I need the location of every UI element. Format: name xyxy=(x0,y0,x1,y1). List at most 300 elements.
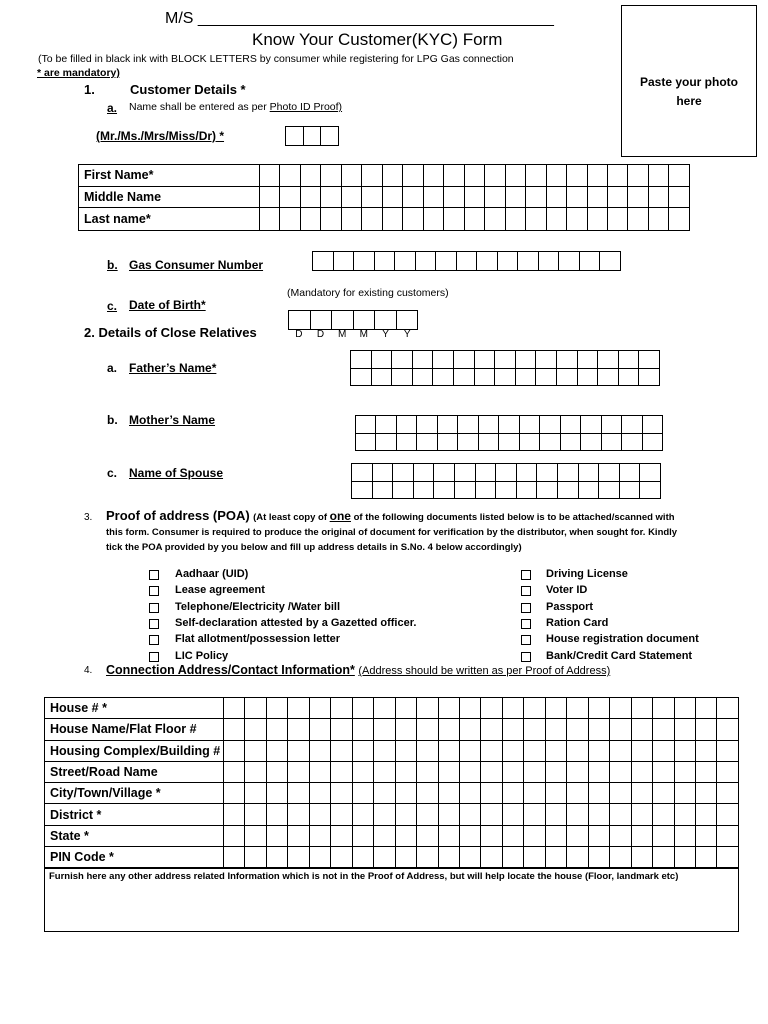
char-box[interactable] xyxy=(267,698,288,718)
char-box[interactable] xyxy=(374,698,395,718)
char-box[interactable] xyxy=(310,847,331,867)
char-box[interactable] xyxy=(351,463,372,481)
char-box[interactable] xyxy=(465,208,485,230)
char-box[interactable] xyxy=(353,741,374,761)
char-box[interactable] xyxy=(288,826,309,846)
char-box[interactable] xyxy=(653,698,674,718)
char-box[interactable] xyxy=(547,165,567,186)
char-box[interactable] xyxy=(589,826,610,846)
char-box[interactable] xyxy=(267,826,288,846)
char-box[interactable] xyxy=(560,415,580,433)
char-box[interactable] xyxy=(653,762,674,782)
char-box[interactable] xyxy=(503,741,524,761)
char-box[interactable] xyxy=(288,741,309,761)
char-box[interactable] xyxy=(610,783,631,803)
char-box[interactable] xyxy=(696,826,717,846)
char-box[interactable] xyxy=(310,741,331,761)
char-box[interactable] xyxy=(288,804,309,824)
gas-consumer-box[interactable] xyxy=(333,251,354,270)
spouse-name-boxes[interactable] xyxy=(351,463,661,499)
char-box[interactable] xyxy=(392,481,413,499)
char-box[interactable] xyxy=(374,804,395,824)
char-box[interactable] xyxy=(424,187,444,208)
char-box[interactable] xyxy=(374,783,395,803)
char-box[interactable] xyxy=(267,762,288,782)
char-box[interactable] xyxy=(526,208,546,230)
char-box[interactable] xyxy=(598,463,619,481)
char-box[interactable] xyxy=(416,433,436,451)
char-box[interactable] xyxy=(610,762,631,782)
char-box[interactable] xyxy=(649,208,669,230)
char-box[interactable] xyxy=(536,463,557,481)
char-box[interactable] xyxy=(457,415,477,433)
char-box[interactable] xyxy=(475,481,496,499)
char-box[interactable] xyxy=(267,847,288,867)
char-box[interactable] xyxy=(638,350,659,368)
char-box[interactable] xyxy=(618,350,639,368)
char-box[interactable] xyxy=(621,433,641,451)
gas-consumer-box[interactable] xyxy=(579,251,600,270)
char-box[interactable] xyxy=(417,804,438,824)
char-box[interactable] xyxy=(245,719,266,739)
char-box[interactable] xyxy=(675,762,696,782)
other-info-area[interactable] xyxy=(45,868,738,930)
char-box[interactable] xyxy=(396,741,417,761)
char-box[interactable] xyxy=(495,481,516,499)
char-box[interactable] xyxy=(588,208,608,230)
char-box[interactable] xyxy=(696,741,717,761)
char-box[interactable] xyxy=(567,783,588,803)
char-box[interactable] xyxy=(639,463,660,481)
char-box[interactable] xyxy=(301,208,321,230)
char-box[interactable] xyxy=(267,719,288,739)
char-box[interactable] xyxy=(321,165,341,186)
char-box[interactable] xyxy=(601,433,621,451)
char-box[interactable] xyxy=(494,368,515,386)
char-box[interactable] xyxy=(589,719,610,739)
char-box[interactable] xyxy=(457,433,477,451)
char-box[interactable] xyxy=(546,719,567,739)
checkbox[interactable] xyxy=(521,619,531,629)
char-box[interactable] xyxy=(224,847,245,867)
char-box[interactable] xyxy=(245,826,266,846)
char-box[interactable] xyxy=(717,741,737,761)
char-box[interactable] xyxy=(460,847,481,867)
char-box[interactable] xyxy=(503,826,524,846)
salutation-box[interactable] xyxy=(320,126,338,145)
char-box[interactable] xyxy=(669,187,688,208)
gas-consumer-box[interactable] xyxy=(497,251,518,270)
checkbox[interactable] xyxy=(521,586,531,596)
char-box[interactable] xyxy=(372,481,393,499)
char-box[interactable] xyxy=(396,415,416,433)
char-box[interactable] xyxy=(301,187,321,208)
char-box[interactable] xyxy=(465,187,485,208)
char-box[interactable] xyxy=(515,368,536,386)
char-box[interactable] xyxy=(556,368,577,386)
mother-name-boxes[interactable] xyxy=(355,415,663,451)
char-box[interactable] xyxy=(506,187,526,208)
char-box[interactable] xyxy=(547,208,567,230)
checkbox[interactable] xyxy=(521,652,531,662)
gas-consumer-box[interactable] xyxy=(476,251,497,270)
char-box[interactable] xyxy=(475,463,496,481)
char-box[interactable] xyxy=(519,415,539,433)
char-box[interactable] xyxy=(578,481,599,499)
char-box[interactable] xyxy=(494,350,515,368)
char-box[interactable] xyxy=(321,187,341,208)
char-box[interactable] xyxy=(417,826,438,846)
char-box[interactable] xyxy=(321,208,341,230)
char-box[interactable] xyxy=(675,698,696,718)
char-box[interactable] xyxy=(403,187,423,208)
char-box[interactable] xyxy=(675,804,696,824)
char-box[interactable] xyxy=(481,762,502,782)
char-box[interactable] xyxy=(717,826,737,846)
char-box[interactable] xyxy=(396,719,417,739)
char-box[interactable] xyxy=(439,826,460,846)
char-box[interactable] xyxy=(375,433,395,451)
char-box[interactable] xyxy=(535,368,556,386)
char-box[interactable] xyxy=(439,698,460,718)
char-box[interactable] xyxy=(653,783,674,803)
char-box[interactable] xyxy=(437,433,457,451)
char-box[interactable] xyxy=(460,826,481,846)
char-box[interactable] xyxy=(224,783,245,803)
char-box[interactable] xyxy=(353,698,374,718)
char-box[interactable] xyxy=(396,826,417,846)
char-box[interactable] xyxy=(474,368,495,386)
char-box[interactable] xyxy=(396,804,417,824)
char-box[interactable] xyxy=(280,187,300,208)
char-box[interactable] xyxy=(432,350,453,368)
char-box[interactable] xyxy=(610,826,631,846)
char-box[interactable] xyxy=(567,741,588,761)
char-box[interactable] xyxy=(331,826,352,846)
char-box[interactable] xyxy=(454,463,475,481)
checkbox[interactable] xyxy=(149,570,159,580)
char-box[interactable] xyxy=(619,463,640,481)
char-box[interactable] xyxy=(539,415,559,433)
dob-box[interactable] xyxy=(353,310,375,329)
char-box[interactable] xyxy=(224,804,245,824)
char-box[interactable] xyxy=(675,719,696,739)
char-box[interactable] xyxy=(717,804,737,824)
char-box[interactable] xyxy=(610,719,631,739)
char-box[interactable] xyxy=(481,826,502,846)
char-box[interactable] xyxy=(417,719,438,739)
char-box[interactable] xyxy=(353,719,374,739)
char-box[interactable] xyxy=(567,804,588,824)
char-box[interactable] xyxy=(546,847,567,867)
char-box[interactable] xyxy=(437,415,457,433)
char-box[interactable] xyxy=(412,350,433,368)
char-box[interactable] xyxy=(245,847,266,867)
char-box[interactable] xyxy=(546,741,567,761)
char-box[interactable] xyxy=(288,847,309,867)
char-box[interactable] xyxy=(669,208,688,230)
char-box[interactable] xyxy=(632,719,653,739)
char-box[interactable] xyxy=(453,368,474,386)
char-box[interactable] xyxy=(433,463,454,481)
char-box[interactable] xyxy=(638,368,659,386)
char-box[interactable] xyxy=(588,187,608,208)
char-box[interactable] xyxy=(589,698,610,718)
char-box[interactable] xyxy=(632,762,653,782)
char-box[interactable] xyxy=(495,463,516,481)
char-box[interactable] xyxy=(460,719,481,739)
char-box[interactable] xyxy=(503,847,524,867)
char-box[interactable] xyxy=(619,481,640,499)
char-box[interactable] xyxy=(374,719,395,739)
char-box[interactable] xyxy=(717,783,737,803)
char-box[interactable] xyxy=(460,804,481,824)
char-box[interactable] xyxy=(567,719,588,739)
char-box[interactable] xyxy=(267,804,288,824)
char-box[interactable] xyxy=(383,165,403,186)
char-box[interactable] xyxy=(224,741,245,761)
char-box[interactable] xyxy=(536,481,557,499)
char-box[interactable] xyxy=(460,762,481,782)
gas-consumer-box[interactable] xyxy=(538,251,559,270)
char-box[interactable] xyxy=(331,741,352,761)
char-box[interactable] xyxy=(580,433,600,451)
char-box[interactable] xyxy=(503,698,524,718)
char-box[interactable] xyxy=(601,415,621,433)
char-box[interactable] xyxy=(372,463,393,481)
char-box[interactable] xyxy=(577,368,598,386)
char-box[interactable] xyxy=(417,698,438,718)
char-box[interactable] xyxy=(355,415,375,433)
char-box[interactable] xyxy=(413,481,434,499)
char-box[interactable] xyxy=(567,187,587,208)
char-box[interactable] xyxy=(632,741,653,761)
char-box[interactable] xyxy=(589,783,610,803)
char-box[interactable] xyxy=(439,804,460,824)
char-box[interactable] xyxy=(245,741,266,761)
char-box[interactable] xyxy=(310,826,331,846)
char-box[interactable] xyxy=(567,847,588,867)
char-box[interactable] xyxy=(539,433,559,451)
char-box[interactable] xyxy=(481,783,502,803)
char-box[interactable] xyxy=(474,350,495,368)
char-box[interactable] xyxy=(524,698,545,718)
char-box[interactable] xyxy=(717,719,737,739)
char-box[interactable] xyxy=(396,783,417,803)
char-box[interactable] xyxy=(610,804,631,824)
char-box[interactable] xyxy=(653,826,674,846)
char-box[interactable] xyxy=(621,415,641,433)
char-box[interactable] xyxy=(416,415,436,433)
checkbox[interactable] xyxy=(149,652,159,662)
char-box[interactable] xyxy=(355,433,375,451)
char-box[interactable] xyxy=(628,165,648,186)
char-box[interactable] xyxy=(524,719,545,739)
char-box[interactable] xyxy=(353,847,374,867)
char-box[interactable] xyxy=(557,481,578,499)
char-box[interactable] xyxy=(342,187,362,208)
char-box[interactable] xyxy=(696,804,717,824)
photo-box[interactable] xyxy=(621,5,757,157)
char-box[interactable] xyxy=(353,826,374,846)
char-box[interactable] xyxy=(383,187,403,208)
char-box[interactable] xyxy=(481,719,502,739)
char-box[interactable] xyxy=(632,804,653,824)
char-box[interactable] xyxy=(353,762,374,782)
char-box[interactable] xyxy=(610,741,631,761)
checkbox[interactable] xyxy=(149,635,159,645)
char-box[interactable] xyxy=(642,433,662,451)
char-box[interactable] xyxy=(245,762,266,782)
gas-consumer-box[interactable] xyxy=(374,251,395,270)
char-box[interactable] xyxy=(498,415,518,433)
char-box[interactable] xyxy=(696,698,717,718)
gas-consumer-box[interactable] xyxy=(456,251,477,270)
char-box[interactable] xyxy=(478,433,498,451)
gas-consumer-box[interactable] xyxy=(353,251,374,270)
char-box[interactable] xyxy=(342,165,362,186)
char-box[interactable] xyxy=(432,368,453,386)
char-box[interactable] xyxy=(481,847,502,867)
char-box[interactable] xyxy=(546,698,567,718)
gas-consumer-box[interactable] xyxy=(558,251,579,270)
char-box[interactable] xyxy=(485,187,505,208)
gas-consumer-box[interactable] xyxy=(435,251,456,270)
char-box[interactable] xyxy=(331,783,352,803)
char-box[interactable] xyxy=(598,481,619,499)
char-box[interactable] xyxy=(396,698,417,718)
char-box[interactable] xyxy=(417,762,438,782)
dob-box[interactable] xyxy=(310,310,332,329)
char-box[interactable] xyxy=(417,847,438,867)
char-box[interactable] xyxy=(610,698,631,718)
char-box[interactable] xyxy=(374,762,395,782)
char-box[interactable] xyxy=(267,741,288,761)
char-box[interactable] xyxy=(288,783,309,803)
char-box[interactable] xyxy=(350,368,371,386)
char-box[interactable] xyxy=(632,783,653,803)
char-box[interactable] xyxy=(556,350,577,368)
char-box[interactable] xyxy=(331,762,352,782)
char-box[interactable] xyxy=(245,698,266,718)
char-box[interactable] xyxy=(597,350,618,368)
char-box[interactable] xyxy=(696,719,717,739)
char-box[interactable] xyxy=(675,826,696,846)
checkbox[interactable] xyxy=(149,586,159,596)
char-box[interactable] xyxy=(310,719,331,739)
char-box[interactable] xyxy=(653,804,674,824)
char-box[interactable] xyxy=(460,741,481,761)
char-box[interactable] xyxy=(628,187,648,208)
char-box[interactable] xyxy=(506,165,526,186)
char-box[interactable] xyxy=(653,847,674,867)
char-box[interactable] xyxy=(717,847,737,867)
char-box[interactable] xyxy=(374,847,395,867)
checkbox[interactable] xyxy=(149,619,159,629)
char-box[interactable] xyxy=(353,783,374,803)
char-box[interactable] xyxy=(391,350,412,368)
char-box[interactable] xyxy=(331,698,352,718)
char-box[interactable] xyxy=(383,208,403,230)
char-box[interactable] xyxy=(717,698,737,718)
dob-box[interactable] xyxy=(374,310,396,329)
char-box[interactable] xyxy=(503,762,524,782)
char-box[interactable] xyxy=(362,187,382,208)
char-box[interactable] xyxy=(331,804,352,824)
char-box[interactable] xyxy=(260,165,280,186)
char-box[interactable] xyxy=(481,741,502,761)
char-box[interactable] xyxy=(524,847,545,867)
dob-boxes[interactable] xyxy=(288,310,418,330)
checkbox[interactable] xyxy=(149,603,159,613)
char-box[interactable] xyxy=(546,826,567,846)
char-box[interactable] xyxy=(424,165,444,186)
char-box[interactable] xyxy=(460,698,481,718)
char-box[interactable] xyxy=(524,804,545,824)
char-box[interactable] xyxy=(608,208,628,230)
dob-box[interactable] xyxy=(396,310,418,329)
char-box[interactable] xyxy=(310,762,331,782)
dob-box[interactable] xyxy=(331,310,353,329)
char-box[interactable] xyxy=(310,783,331,803)
char-box[interactable] xyxy=(547,187,567,208)
checkbox[interactable] xyxy=(521,603,531,613)
char-box[interactable] xyxy=(498,433,518,451)
char-box[interactable] xyxy=(649,165,669,186)
salutation-boxes[interactable] xyxy=(285,126,339,146)
char-box[interactable] xyxy=(444,187,464,208)
char-box[interactable] xyxy=(331,719,352,739)
char-box[interactable] xyxy=(453,350,474,368)
char-box[interactable] xyxy=(519,433,539,451)
char-box[interactable] xyxy=(546,783,567,803)
char-box[interactable] xyxy=(454,481,475,499)
char-box[interactable] xyxy=(288,719,309,739)
char-box[interactable] xyxy=(245,804,266,824)
char-box[interactable] xyxy=(632,847,653,867)
char-box[interactable] xyxy=(628,208,648,230)
char-box[interactable] xyxy=(350,350,371,368)
char-box[interactable] xyxy=(396,762,417,782)
char-box[interactable] xyxy=(675,847,696,867)
char-box[interactable] xyxy=(589,847,610,867)
checkbox[interactable] xyxy=(521,570,531,580)
char-box[interactable] xyxy=(439,719,460,739)
char-box[interactable] xyxy=(288,698,309,718)
char-box[interactable] xyxy=(589,741,610,761)
char-box[interactable] xyxy=(280,165,300,186)
char-box[interactable] xyxy=(524,741,545,761)
char-box[interactable] xyxy=(577,350,598,368)
char-box[interactable] xyxy=(288,762,309,782)
char-box[interactable] xyxy=(675,783,696,803)
char-box[interactable] xyxy=(589,804,610,824)
char-box[interactable] xyxy=(439,783,460,803)
checkbox[interactable] xyxy=(521,635,531,645)
char-box[interactable] xyxy=(260,208,280,230)
char-box[interactable] xyxy=(506,208,526,230)
char-box[interactable] xyxy=(403,208,423,230)
gas-consumer-box[interactable] xyxy=(517,251,538,270)
char-box[interactable] xyxy=(632,698,653,718)
char-box[interactable] xyxy=(245,783,266,803)
char-box[interactable] xyxy=(610,847,631,867)
gas-consumer-box[interactable] xyxy=(599,251,620,270)
char-box[interactable] xyxy=(439,762,460,782)
char-box[interactable] xyxy=(567,698,588,718)
char-box[interactable] xyxy=(371,368,392,386)
char-box[interactable] xyxy=(639,481,660,499)
